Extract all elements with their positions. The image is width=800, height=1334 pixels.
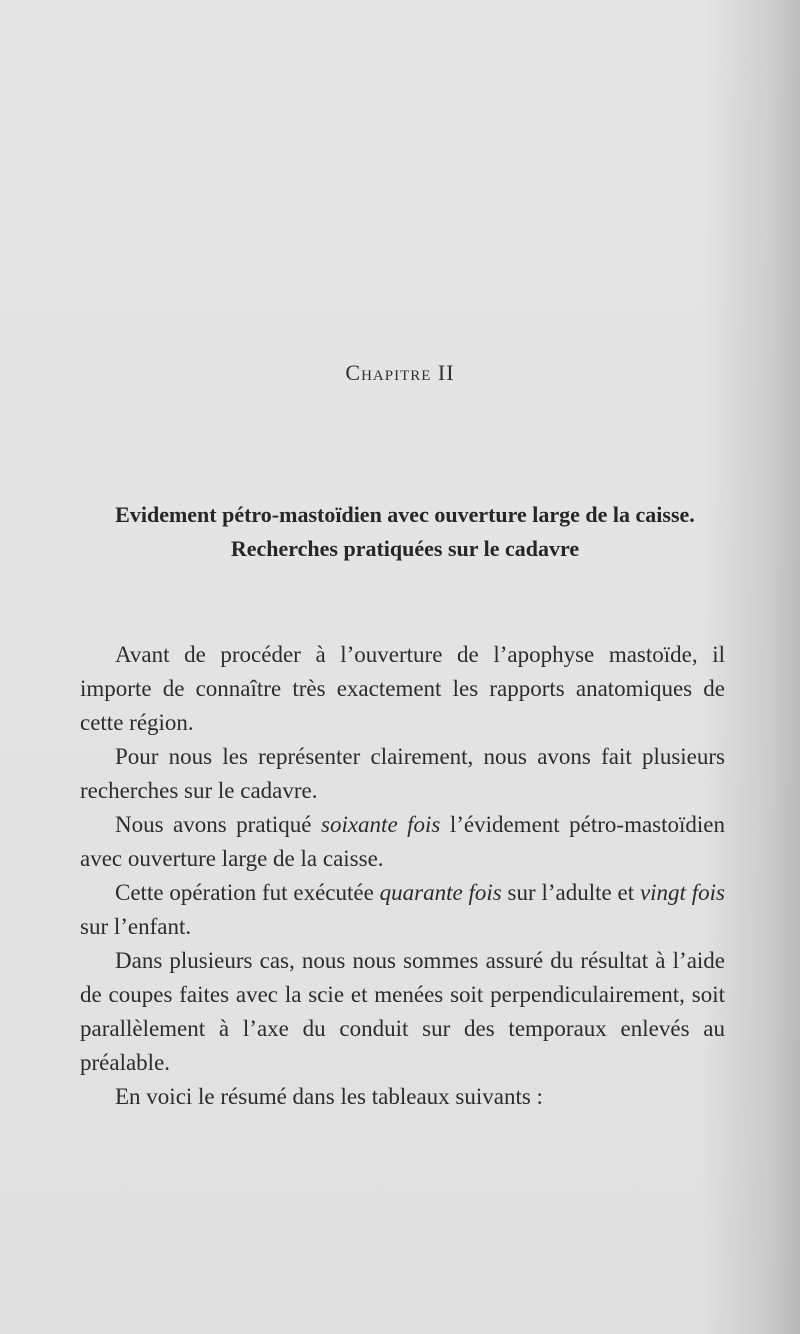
paragraph-1: Avant de procéder à l’ouverture de l’apophyse mastoïde, il importe de connaître très exactement les rapports anatomiques de cette région. [80, 642, 725, 735]
chapter-heading: Chapitre II [345, 360, 455, 385]
paragraph-3-text-a: Nous avons pratiqué [115, 812, 321, 837]
paragraph-5: Dans plusieurs cas, nous nous sommes assuré du résultat à l’aide de coupes faites avec la scie et menées soit perpendiculairement, soit parallèlement à l’axe du conduit sur des temporaux enlevés au préalable. [80, 948, 725, 1075]
paragraph-4-text-c: sur l’adulte et [501, 880, 640, 905]
paragraph-3-text-c: l’évidement pétro-mastoïdien avec ouverture large de la caisse. [80, 812, 725, 871]
body-text [80, 638, 725, 1114]
paragraph-4-emphasis-1: quarante fois [379, 880, 502, 905]
paragraph-2: Pour nous les représenter clairement, nous avons fait plusieurs recherches sur le cadavre. [80, 744, 725, 803]
paragraph-4-text-a: Cette opération fut exécutée [115, 880, 380, 905]
chapter-title-line-2: Recherches pratiquées sur le cadavre [230, 536, 580, 561]
chapter-title-line-1: Evidement pétro-mastoïdien avec ouverture large de la caisse. [115, 502, 695, 527]
paragraph-6: En voici le résumé dans les tableaux suivants : [115, 1084, 543, 1109]
paragraph-3 [80, 808, 725, 876]
paragraph-4 [80, 876, 725, 944]
paragraph-3-emphasis: soixante fois [321, 812, 441, 837]
paragraph-4-text-e: sur l’enfant. [80, 914, 192, 939]
paragraph-4-emphasis-2: vingt fois [639, 880, 725, 905]
